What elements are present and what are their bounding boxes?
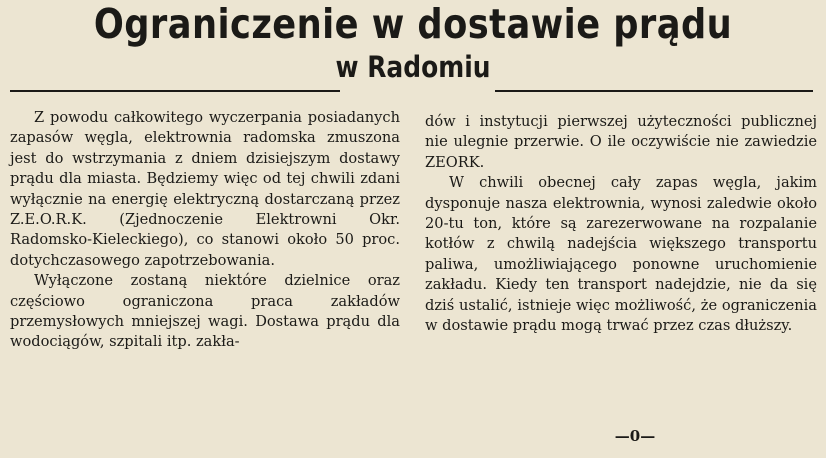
subheadline: w Radomiu bbox=[335, 50, 491, 84]
paragraph-1: Z powodu całkowitego wyczerpania posiadanych zapasów węgla, elektrownia radomska zmuszona jest do wstrzymania z dniem dzisiejszym dostawy prądu dla miasta. Będziemy więc od tej chwili zdani wyłącznie na energię elektryczną dostarczaną przez Z.E.O.R.K. (Zjednoczenie Elektrowni Okr. Radomsko-Kieleckiego), co stanowi około 50 proc. dotychczasowego zapotrzebowania. bbox=[10, 109, 400, 269]
paragraph-3: W chwili obecnej cały zapas węgla, jakim dysponuje nasza elektrownia, wynosi zaledwie około 20-tu ton, które są zarezerwowane na rozpalanie kotłów z chwilą nadejścia większego transportu paliwa, umożliwiającego ponowne uruchomienie zakładu. Kiedy ten transport nadejdzie, nie da się dziś ustalić, istnieje więc możliwość, że ograniczenia w dostawie prądu mogą trwać przez czas dłuższy. bbox=[425, 174, 817, 335]
paragraph-2-continued: dów i instytucji pierwszej użyteczności publicznej nie ulegnie przerwie. O ile oczywiście nie zawiedzie ZEORK. bbox=[425, 113, 817, 171]
headline: Ograniczenie w dostawie prądu bbox=[93, 0, 733, 48]
divider-left bbox=[10, 90, 340, 92]
article-column-right bbox=[425, 112, 817, 336]
article-column-left bbox=[10, 108, 400, 353]
divider-right bbox=[495, 90, 813, 92]
paragraph-2: Wyłączone zostaną niektóre dzielnice oraz częściowo ograniczona praca zakładów przemysłowych mniejszej wagi. Dostawa prądu dla wodociągów, szpitali itp. zakła- bbox=[10, 272, 400, 351]
end-mark: —0— bbox=[614, 427, 656, 445]
